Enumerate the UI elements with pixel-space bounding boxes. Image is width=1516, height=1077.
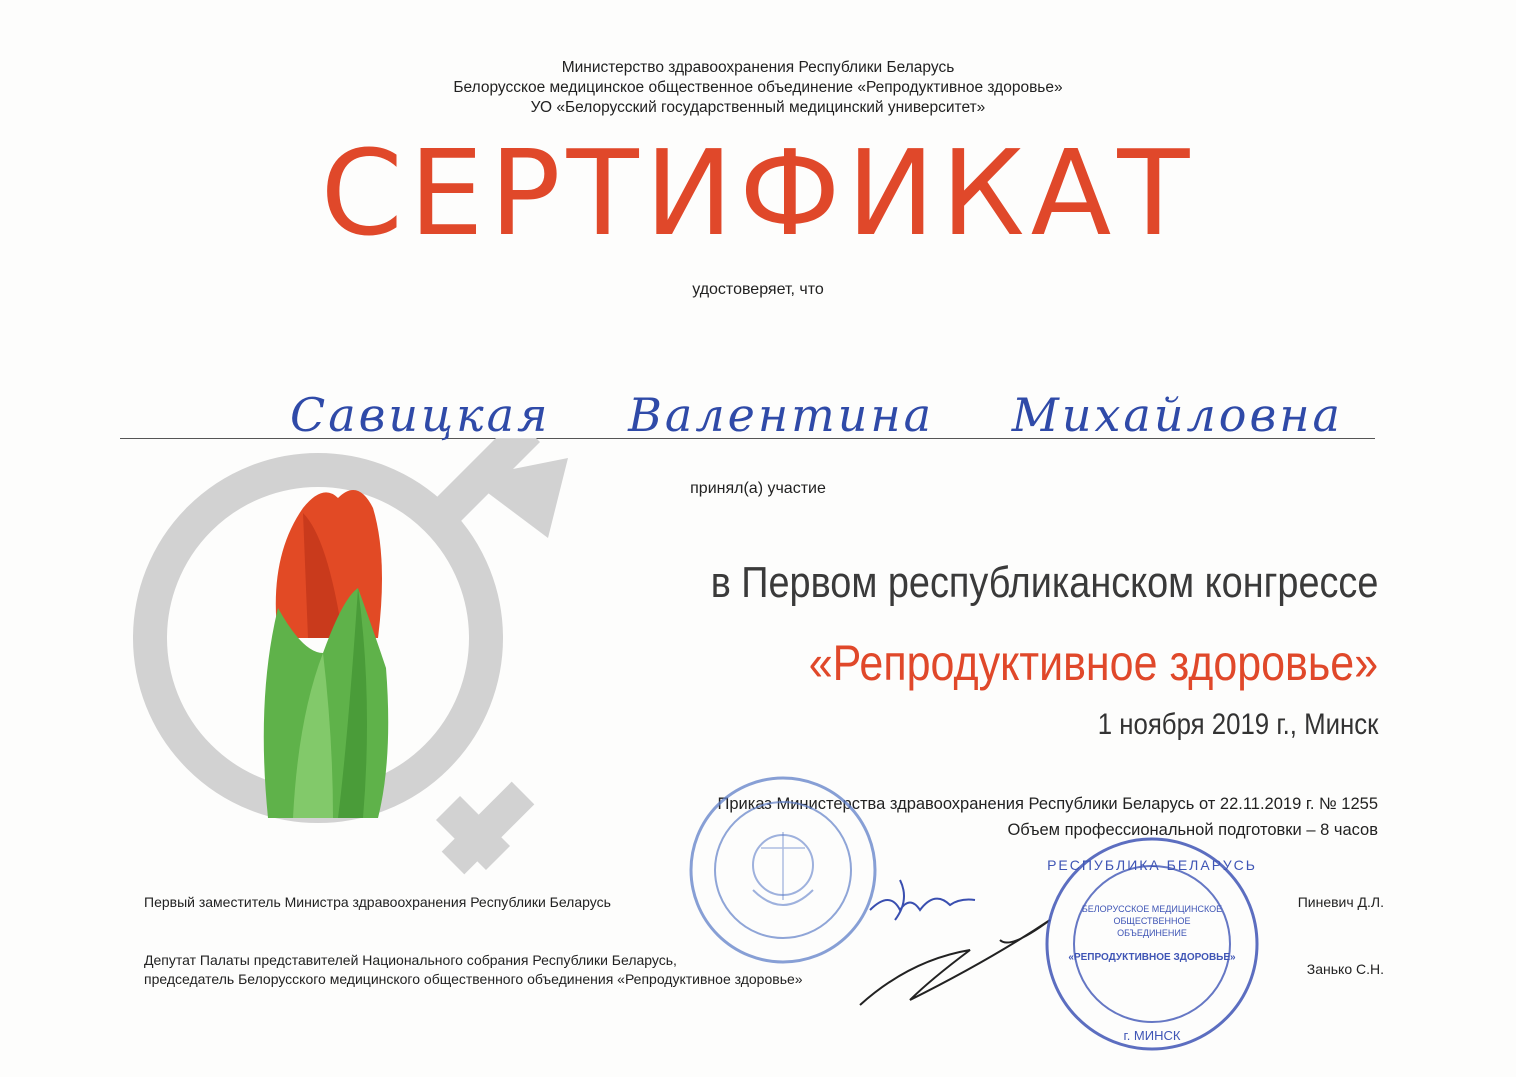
stamp-inner-1: БЕЛОРУССКОЕ МЕДИЦИНСКОЕ	[1081, 904, 1223, 914]
event-name: «Репродуктивное здоровье»	[808, 635, 1378, 691]
issuer-association: Белорусское медицинское общественное объединение «Репродуктивное здоровье»	[453, 79, 1063, 96]
stamp-inner-4: «РЕПРОДУКТИВНОЕ ЗДОРОВЬЕ»	[1068, 952, 1236, 963]
recipient-patronymic: Михайловна	[1011, 388, 1343, 442]
event-date-place: 1 ноября 2019 г., Минск	[1097, 708, 1378, 741]
stamp-inner-3: ОБЪЕДИНЕНИЕ	[1117, 928, 1187, 938]
certifies-text: удостоверяет, что	[692, 281, 824, 298]
recipient-first-name: Валентина	[628, 388, 935, 442]
issuer-header	[0, 58, 1516, 118]
recipient-name	[290, 388, 1410, 442]
issuer-university: УО «Белорусский государственный медицинский университет»	[530, 99, 986, 116]
recipient-surname: Савицкая	[290, 388, 551, 442]
participated-text: принял(а) участие	[690, 480, 826, 497]
gender-symbol-tulip-illustration	[128, 438, 598, 908]
stamp-inner-2: ОБЩЕСТВЕННОЕ	[1113, 916, 1191, 926]
organization-stamp	[1040, 832, 1265, 1057]
stamp-outer-top: РЕСПУБЛИКА БЕЛАРУСЬ	[1047, 857, 1257, 873]
signatory-1-name: Пиневич Д.Л.	[1297, 894, 1384, 910]
issuer-ministry: Министерство здравоохранения Республики Беларусь	[561, 59, 955, 76]
event-line1: в Первом республиканском конгрессе	[710, 558, 1378, 607]
signatory-1-title: Первый заместитель Министра здравоохранения Республики Беларусь	[144, 894, 611, 910]
tulip-icon	[264, 490, 388, 818]
order-reference: Приказ Министерства здравоохранения Республики Беларусь от 22.11.2019 г. № 1255	[717, 795, 1378, 813]
training-volume: Объем профессиональной подготовки – 8 часов	[1007, 821, 1378, 839]
signature-2	[850, 910, 1060, 1020]
signatory-2-title: Депутат Палаты представителей Национального собрания Республики Беларусь, председатель Белорусского медицинского общественного объединения «Репродуктивное здоровье»	[144, 952, 803, 987]
signatory-2-name: Занько С.Н.	[1306, 961, 1384, 977]
certificate-title: СЕРТИФИКАТ	[320, 124, 1196, 262]
stamp-outer-bottom: г. МИНСК	[1123, 1028, 1181, 1043]
